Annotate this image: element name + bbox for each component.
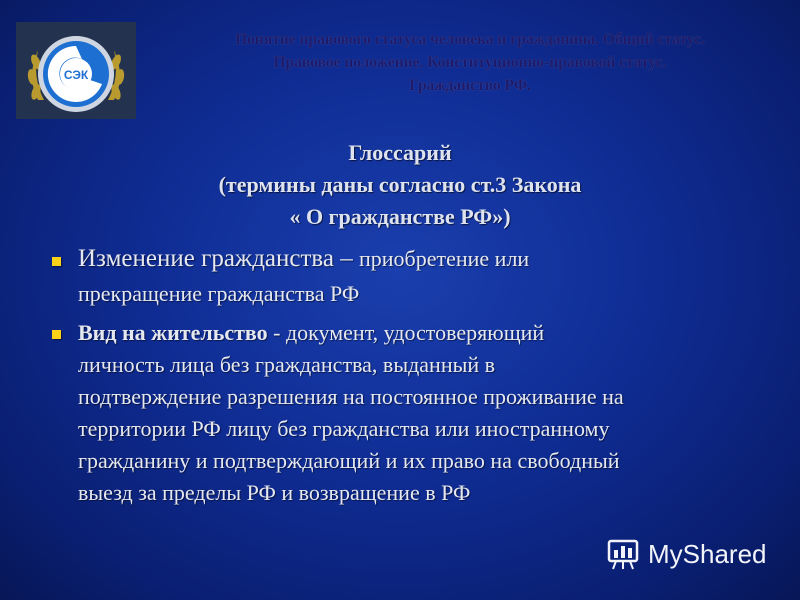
bullet-item-2-line-4: территории РФ лицу без гражданства или иностранному — [78, 416, 610, 441]
bullet-item-2-line-3: подтверждение разрешения на постоянное проживание на — [78, 384, 624, 409]
bullet-item-1-line-2: прекращение гражданства РФ — [78, 281, 360, 306]
watermark-text: MyShared — [648, 538, 767, 569]
logo — [16, 22, 136, 119]
dash: – — [333, 245, 359, 272]
bullet-item-2-line-1 — [78, 320, 544, 346]
header-line-3: Гражданство РФ. — [409, 77, 531, 94]
watermark — [606, 534, 767, 574]
glossary-line-2: (термины даны согласно ст.3 Закона — [218, 172, 582, 197]
bullet-item-2-line-2: личность лица без гражданства, выданный в — [78, 352, 496, 377]
glossary-title — [100, 137, 700, 233]
bullet-item-2-line-5: гражданину и подтверждающий и их право на свободный — [78, 448, 620, 473]
bullet-item-2-line-6: выезд за пределы РФ и возвращение в РФ — [78, 480, 471, 505]
bullet-item-1-line-1 — [78, 245, 529, 273]
definition: приобретение или — [358, 246, 530, 271]
glossary-line-3: « О гражданстве РФ») — [289, 204, 511, 229]
glossary-line-1: Глоссарий — [348, 140, 452, 165]
myshared-logo-icon — [606, 536, 642, 572]
header-line-2: Правовое положение. Конституционно-правовой статус. — [273, 54, 667, 71]
seal-icon — [16, 22, 136, 119]
dash: - — [267, 320, 286, 345]
term: Вид на жительство — [78, 320, 268, 345]
definition: документ, удостоверяющий — [285, 320, 545, 345]
header-line-1: Понятие правового статуса человека и гражданина. Общий статус. — [235, 31, 705, 48]
slide-header — [150, 28, 790, 97]
term: Изменение гражданства — [78, 245, 334, 272]
bullet-marker — [52, 330, 61, 339]
bullet-marker — [52, 257, 61, 266]
logo-text: СЭК — [63, 68, 89, 82]
